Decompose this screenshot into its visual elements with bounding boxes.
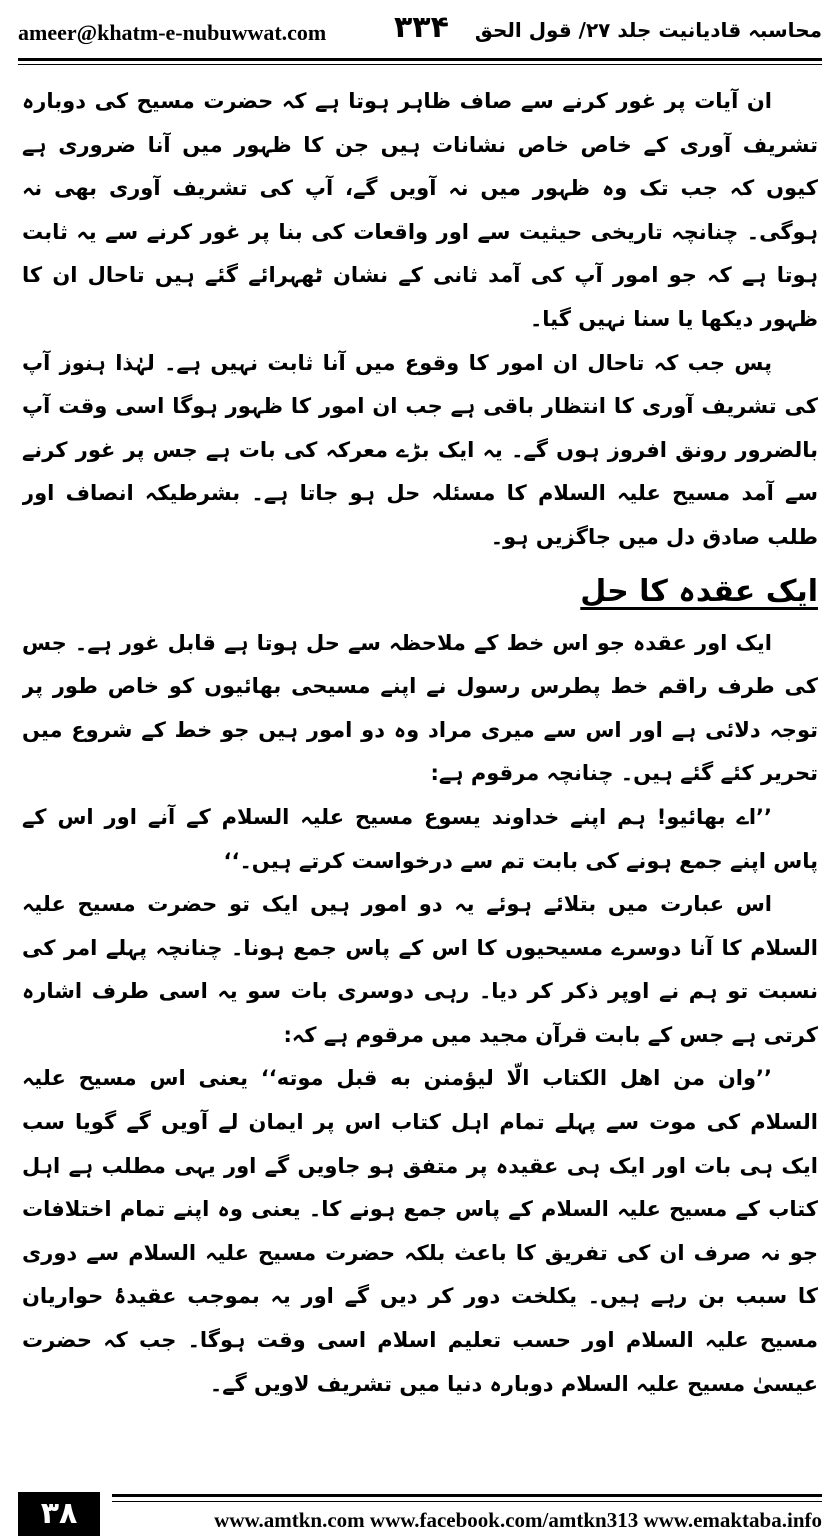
quote-paragraph: ’’اے بھائیو! ہم اپنے خداوند یسوع مسیح علیہ السلام کے آنے اور اس کے پاس اپنے جمع ہونے کی بابت تم سے درخواست کرتے ہیں۔‘‘ bbox=[22, 804, 818, 873]
footer-rule-thin bbox=[112, 1501, 822, 1502]
paragraph-4: اس عبارت میں بتلائے ہوئے یہ دو امور ہیں ایک تو حضرت مسیح علیہ السلام کا آنا دوسرے مسیحیوں کا اس کے پاس جمع ہونا۔ چنانچہ پہلے امر کی نسبت تو ہم نے اوپر ذکر کر دیا۔ رہی دوسری بات سو یہ اسی طرف اشارہ کرتی ہے جس کے بابت قرآن مجید میں مرقوم ہے کہ: bbox=[22, 892, 818, 1047]
footer-page-number: ۳۸ bbox=[18, 1492, 100, 1536]
page-body bbox=[22, 80, 818, 1450]
section-heading: ایک عقدہ کا حل bbox=[580, 573, 818, 609]
header-book-title: محاسبہ قادیانیت جلد ۲۷/ قول الحق bbox=[474, 18, 822, 42]
page-header bbox=[18, 10, 822, 54]
paragraph-2: پس جب کہ تاحال ان امور کا وقوع میں آنا ثابت نہیں ہے۔ لہٰذا ہنوز آپ کی تشریف آوری کا انتظار باقی ہے جب ان امور کا ظہور ہوگا اسی وقت آپ بالضرور رونق افروز ہوں گے۔ یہ ایک بڑے معرکہ کی بات ہے جس پر غور کرنے سے آمد مسیح علیہ السلام کا مسئلہ حل ہو جاتا ہے۔ بشرطیکہ انصاف اور طلب صادق دل میں جاگزیں ہو۔ bbox=[22, 350, 818, 549]
footer-links: www.amtkn.com www.facebook.com/amtkn313 www.emaktaba.info bbox=[214, 1508, 822, 1532]
header-rule bbox=[18, 58, 822, 61]
paragraph-5: ’’وان من اھل الکتاب الّا لیؤمنن به قبل موته‘‘ یعنی اس مسیح علیہ السلام کی موت سے پہلے تمام اہل کتاب اس پر ایمان لے آویں گے گویا سب ایک ہی بات اور ایک ہی عقیدہ پر متفق ہو جاویں گے اور یہی مطلب ہے اہل کتاب کے مسیح علیہ السلام کے پاس جمع ہونے کا۔ یعنی وہ اپنے تمام اختلافات جو نہ صرف ان کی تفریق کا باعث بلکہ حضرت مسیح علیہ السلام سے دوری کا سبب بن رہے ہیں۔ یکلخت دور کر دیں گے اور یہ بموجب عقیدۂ حواریان مسیح علیہ السلام اور حسب تعلیم اسلام اسی وقت ہوگا۔ جب کہ حضرت عیسیٰ مسیح علیہ السلام دوبارہ دنیا میں تشریف لاویں گے۔ bbox=[22, 1066, 818, 1396]
header-rule-thin bbox=[18, 64, 822, 65]
paragraph-3: ایک اور عقدہ جو اس خط کے ملاحظہ سے حل ہوتا ہے قابل غور ہے۔ جس کی طرف راقم خط پطرس رسول نے اپنے مسیحی بھائیوں کو خاص طور پر توجہ دلائی ہے اور اس سے میری مراد وہ دو امور ہیں جو خط کے شروع میں تحریر کئے گئے ہیں۔ چنانچہ مرقوم ہے: bbox=[22, 630, 818, 786]
footer-rule bbox=[112, 1494, 822, 1497]
paragraph-1: ان آیات پر غور کرنے سے صاف ظاہر ہوتا ہے کہ حضرت مسیح کی دوبارہ تشریف آوری کے خاص خاص نشانات ہیں جن کا ظہور میں آنا ضروری ہے کیوں کہ جب تک وہ ظہور میں نہ آویں گے، آپ کی تشریف آوری بھی نہ ہوگی۔ چنانچہ تاریخی حیثیت سے اور واقعات کی بنا پر غور کرنے سے یہ ثابت ہوتا ہے کہ جو امور آپ کی آمد ثانی کے نشان ٹھہرائے گئے ہیں تاحال ان کا ظہور دیکھا یا سنا نہیں گیا۔ bbox=[22, 89, 818, 331]
header-email: ameer@khatm-e-nubuwwat.com bbox=[18, 20, 327, 45]
header-page-number: ۳۳۴ bbox=[394, 10, 449, 45]
